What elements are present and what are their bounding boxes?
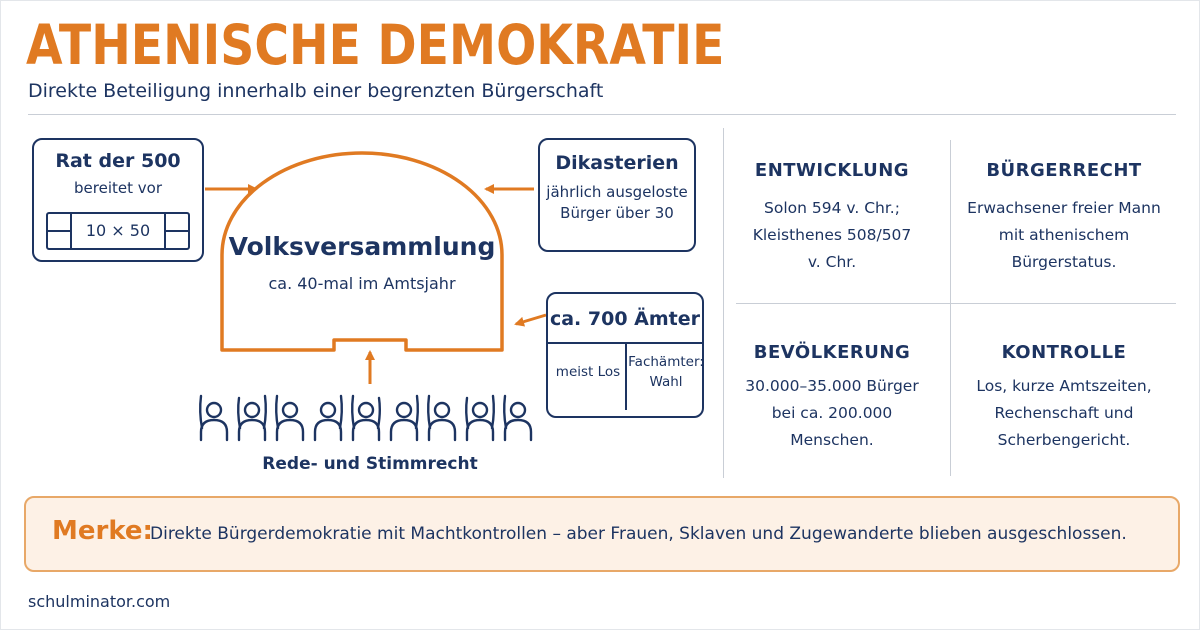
panel-development-line: Kleisthenes 508/507 — [752, 226, 912, 244]
council-grid-label: 10 × 50 — [85, 221, 151, 240]
citizen-icon — [428, 396, 455, 440]
panel-population — [726, 342, 938, 454]
panel-control-title: KONTROLLE — [1001, 342, 1127, 363]
panel-citizenship-line: Erwachsener freier Mann — [967, 199, 1161, 217]
citizen-icon — [276, 396, 303, 440]
panel-citizenship-line: Bürgerstatus. — [1011, 253, 1117, 271]
courts-text-line2: Bürger über 30 — [560, 204, 674, 222]
panel-citizenship-line: mit athenischem — [998, 226, 1130, 244]
assembly-text: ca. 40-mal im Amtsjahr — [268, 274, 456, 293]
offices-lot: meist Los — [555, 364, 621, 380]
offices-election-line1: Fachämter: — [628, 354, 704, 370]
panel-citizenship-title: BÜRGERRECHT — [986, 160, 1142, 181]
assembly-title: Volksversammlung — [228, 232, 496, 261]
offices-election-line2: Wahl — [649, 374, 683, 390]
citizen-icon — [315, 396, 342, 440]
panel-population-line: 30.000–35.000 Bürger — [745, 377, 919, 395]
citizen-icon — [200, 396, 227, 440]
council-grid-right-cell — [164, 214, 188, 248]
citizen-icon — [238, 396, 266, 440]
council-grid — [46, 212, 190, 250]
citizen-icon — [466, 396, 494, 440]
panel-development-line: Solon 594 v. Chr.; — [764, 199, 900, 217]
offices-split-vertical — [625, 342, 627, 410]
council-box — [32, 138, 204, 262]
panels-horizontal-divider — [736, 303, 1176, 304]
arrow-offices-to-assembly — [516, 315, 546, 324]
panel-population-text — [726, 373, 938, 454]
offices-box — [546, 292, 704, 418]
citizen-icon — [504, 396, 531, 440]
panel-control-line: Los, kurze Amtszeiten, — [976, 377, 1152, 395]
council-title: Rat der 500 — [55, 150, 181, 172]
page-subtitle: Direkte Beteiligung innerhalb einer begrenzten Bürgerschaft — [28, 80, 604, 102]
panel-population-title: BEVÖLKERUNG — [753, 342, 911, 363]
panel-development-title: ENTWICKLUNG — [754, 160, 910, 181]
footer-site-link[interactable]: schulminator.com — [28, 592, 171, 611]
panel-development-line: v. Chr. — [807, 253, 857, 271]
panel-citizenship-text — [958, 195, 1170, 276]
panel-population-line: bei ca. 200.000 — [771, 404, 893, 422]
offices-title: ca. 700 Ämter — [549, 308, 701, 330]
crowd-label: Rede- und Stimmrecht — [262, 454, 478, 474]
courts-box — [538, 138, 696, 252]
note-label: Merke: — [52, 516, 153, 546]
panel-development-text — [726, 195, 938, 276]
panel-control-line: Scherbengericht. — [997, 431, 1131, 449]
council-text: bereitet vor — [74, 179, 162, 197]
panel-control-line: Rechenschaft und — [994, 404, 1134, 422]
panels-center-divider — [950, 140, 951, 476]
panel-development — [726, 160, 938, 276]
panel-control-text — [958, 373, 1170, 454]
courts-title: Dikasterien — [555, 152, 679, 174]
note-box — [24, 496, 1180, 572]
panels-vertical-divider — [723, 128, 724, 478]
citizen-icon — [391, 396, 418, 440]
courts-text-line1: jährlich ausgeloste — [546, 183, 688, 201]
note-text: Direkte Bürgerdemokratie mit Machtkontrollen – aber Frauen, Sklaven und Zugewanderte blieben ausgeschlossen. — [150, 524, 1127, 544]
citizen-icon — [352, 396, 380, 440]
panel-control — [958, 342, 1170, 454]
citizens-crowd — [200, 396, 531, 440]
page-title: ATHENISCHE DEMOKRATIE — [26, 13, 725, 77]
panel-population-line: Menschen. — [790, 431, 874, 449]
panel-citizenship — [958, 160, 1170, 276]
council-grid-left-cell — [48, 214, 72, 248]
